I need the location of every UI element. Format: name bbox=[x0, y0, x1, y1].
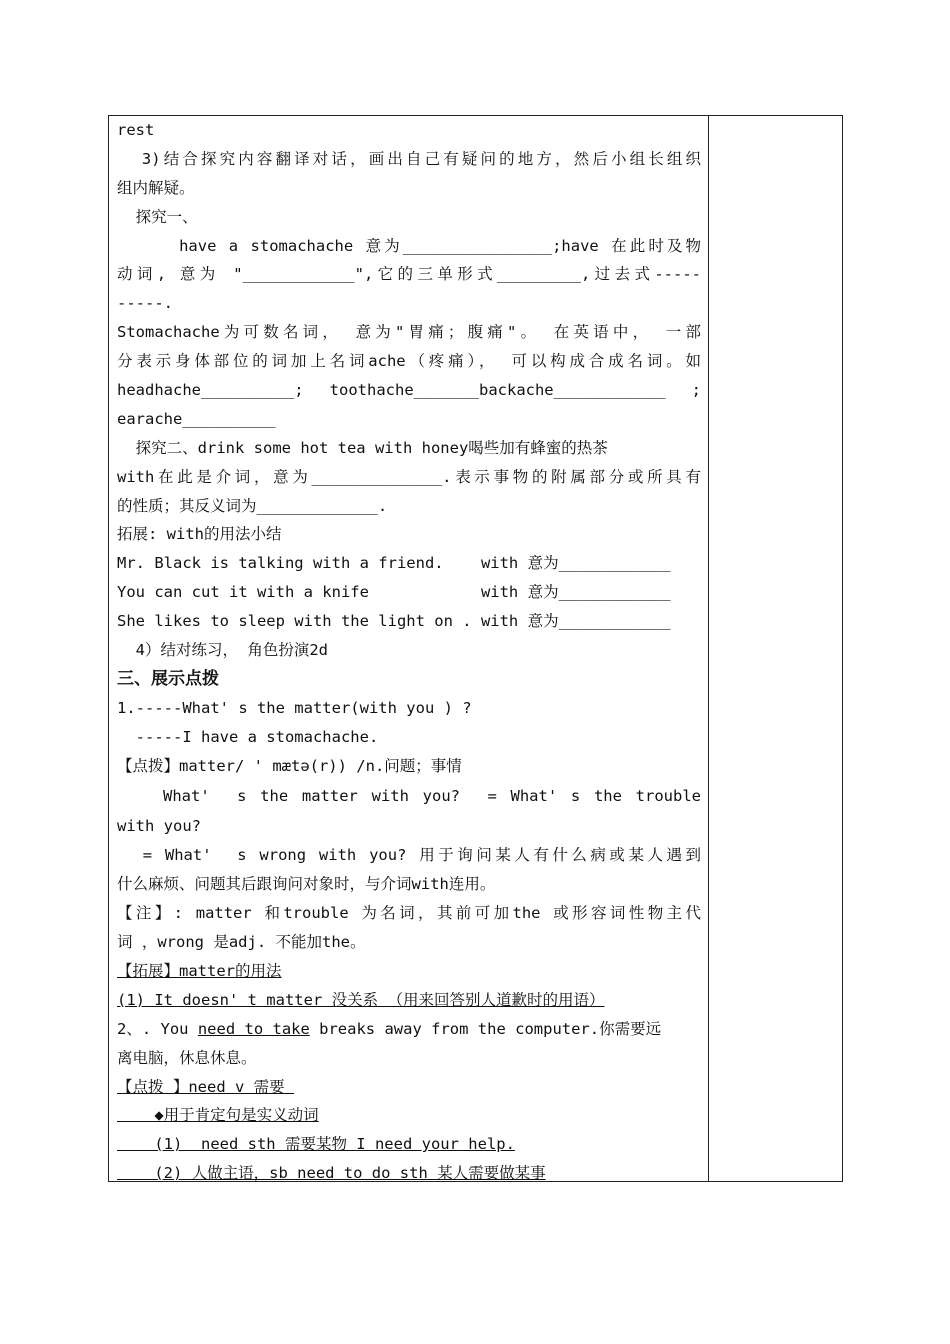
underlined-line: (1) need sth 需要某物 I need your help. bbox=[117, 1135, 515, 1154]
text-line: 【点拨】matter/ ' mætə(r)) /n.问题；事情 bbox=[117, 756, 462, 775]
text-line: -----I have a stomachache. bbox=[117, 727, 379, 746]
underlined-line: 【点拨 】need v 需要 bbox=[117, 1077, 294, 1096]
text-line: 组内解疑。 bbox=[117, 178, 195, 197]
text-line: headhache__________; toothache_______backache____________ ; bbox=[117, 381, 701, 400]
text-line: -----. bbox=[117, 294, 173, 313]
text-line: 离电脑，休息休息。 bbox=[117, 1048, 257, 1067]
text-line: (1) It doesn' t matter 没关系 （用来回答别人道歉时的用语） bbox=[117, 990, 605, 1009]
text-line: 1.-----What' s the matter(with you ) ? bbox=[117, 698, 472, 717]
text-line: = What' s wrong with you? 用于询问某人有什么病或某人遇到 bbox=[117, 846, 701, 865]
text-line: 探究二、drink some hot tea with honey喝些加有蜂蜜的热茶 bbox=[117, 438, 608, 457]
text-line: Mr. Black is talking with a friend. with 意为____________ bbox=[117, 554, 671, 573]
underlined-phrase: need to take bbox=[197, 1019, 310, 1038]
text-line-mixed bbox=[117, 1015, 701, 1044]
main-cell bbox=[117, 116, 701, 1188]
text-line: earache__________ bbox=[117, 409, 276, 428]
underlined-line: ◆用于肯定句是实义动词 bbox=[117, 1106, 319, 1125]
section-heading: 三、展示点拨 bbox=[117, 668, 219, 689]
text-line: 什么麻烦、问题其后跟询问对象时，与介词with连用。 bbox=[117, 875, 496, 894]
text-span: 2、. You bbox=[117, 1019, 198, 1038]
text-line bbox=[117, 1159, 701, 1188]
text-line: You can cut it with a knife with 意为____________ bbox=[117, 583, 671, 602]
text-line bbox=[117, 1101, 701, 1130]
text-line: Stomachache为可数名词， 意为"胃痛；腹痛"。 在英语中， 一部 bbox=[117, 323, 701, 342]
text-line: have a stomachache 意为________________;have 在此时及物 bbox=[117, 236, 701, 255]
text-line: 分表示身体部位的词加上名词ache（疼痛）， 可以构成合成名词。如 bbox=[117, 352, 701, 371]
text-line: with在此是介词，意为______________.表示事物的附属部分或所具有 bbox=[117, 467, 701, 486]
lesson-table bbox=[108, 115, 843, 1182]
text-line: 词 ，wrong 是adj. 不能加the。 bbox=[117, 933, 366, 952]
text-line bbox=[117, 1073, 701, 1102]
text-line: 探究一、 bbox=[117, 207, 198, 226]
text-line: What' s the matter with you? = What' s the trouble bbox=[163, 787, 701, 806]
text-line: rest bbox=[117, 121, 155, 139]
text-line: 【拓展】matter的用法 bbox=[117, 961, 282, 980]
text-line: 的性质；其反义词为_____________. bbox=[117, 496, 388, 515]
text-line: 4）结对练习， 角色扮演2d bbox=[117, 641, 328, 660]
text-line bbox=[117, 1130, 701, 1159]
text-line: with you? bbox=[117, 817, 201, 836]
text-line: 动词, 意为 "____________",它的三单形式_________,过去式----- bbox=[117, 265, 701, 284]
text-line: 3)结合探究内容翻译对话，画出自己有疑问的地方，然后小组长组织 bbox=[117, 149, 701, 168]
text-line: 【注】: matter 和trouble 为名词，其前可加the 或形容词性物主代 bbox=[117, 904, 701, 923]
notes-cell bbox=[709, 116, 843, 1181]
underlined-line: (2) 人做主语，sb need to do sth 某人需要做某事 bbox=[117, 1164, 546, 1183]
text-span: breaks away from the computer.你需要远 bbox=[309, 1019, 662, 1038]
text-line: 拓展: with的用法小结 bbox=[117, 525, 282, 544]
text-line: She likes to sleep with the light on . with 意为____________ bbox=[117, 612, 671, 631]
